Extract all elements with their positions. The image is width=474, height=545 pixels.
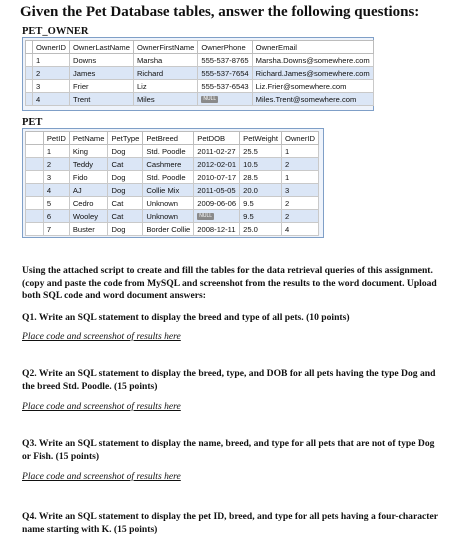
table-cell[interactable]: Fido bbox=[69, 171, 108, 184]
table-cell[interactable]: 2011-05-05 bbox=[194, 184, 240, 197]
table-cell[interactable]: 5 bbox=[43, 197, 69, 210]
table-row[interactable] bbox=[26, 223, 319, 236]
table-cell[interactable]: Teddy bbox=[69, 158, 108, 171]
table-cell[interactable]: 4 bbox=[282, 223, 319, 236]
table-cell[interactable]: King bbox=[69, 145, 108, 158]
table-cell[interactable]: 2010-07-17 bbox=[194, 171, 240, 184]
table-cell[interactable]: Miles.Trent@somewhere.com bbox=[252, 93, 373, 106]
table-row[interactable] bbox=[26, 54, 374, 67]
answer-placeholder-1[interactable]: Place code and screenshot of results here bbox=[22, 331, 181, 342]
table-cell[interactable] bbox=[198, 93, 252, 106]
table-cell[interactable]: 6 bbox=[43, 210, 69, 223]
table-cell[interactable]: Liz bbox=[133, 80, 197, 93]
question-2: Q2. Write an SQL statement to display the breed, type, and DOB for all pets having the type Dog and the breed Std. Poodle. (15 points) bbox=[22, 368, 436, 392]
table-cell[interactable]: 2 bbox=[33, 67, 70, 80]
table-cell[interactable]: Border Collie bbox=[143, 223, 194, 236]
row-indicator[interactable] bbox=[26, 54, 33, 67]
table-cell[interactable]: 555-537-7654 bbox=[198, 67, 252, 80]
table-row[interactable] bbox=[26, 80, 374, 93]
table-cell[interactable]: 20.0 bbox=[240, 184, 282, 197]
table-cell[interactable]: 555-537-8765 bbox=[198, 54, 252, 67]
table-cell[interactable]: Unknown bbox=[143, 210, 194, 223]
row-indicator[interactable] bbox=[26, 184, 44, 197]
question-1: Q1. Write an SQL statement to display the breed and type of all pets. (10 points) bbox=[22, 312, 350, 323]
table-cell[interactable]: 1 bbox=[282, 171, 319, 184]
table-cell[interactable]: Liz.Frier@somewhere.com bbox=[252, 80, 373, 93]
table-cell[interactable]: Unknown bbox=[143, 197, 194, 210]
row-indicator-header bbox=[26, 132, 44, 145]
instructions-paragraph: Using the attached script to create and fill the tables for the data retrieval queries of this assignment. (copy and paste the code from MySQL and screenshot from the results to the word document. Upload both SQL code and word document answers: bbox=[22, 265, 437, 301]
column-header[interactable]: PetType bbox=[108, 132, 143, 145]
table-cell[interactable]: 9.5 bbox=[240, 210, 282, 223]
table-cell[interactable]: 1 bbox=[282, 145, 319, 158]
table-cell[interactable]: Dog bbox=[108, 223, 143, 236]
table-cell[interactable]: 10.5 bbox=[240, 158, 282, 171]
table-cell[interactable]: Cedro bbox=[69, 197, 108, 210]
table-cell[interactable]: Cat bbox=[108, 210, 143, 223]
row-indicator[interactable] bbox=[26, 67, 33, 80]
table-cell[interactable]: Dog bbox=[108, 171, 143, 184]
table-cell[interactable]: 25.5 bbox=[240, 145, 282, 158]
row-indicator-header bbox=[26, 41, 33, 54]
table-cell[interactable]: 2009-06-06 bbox=[194, 197, 240, 210]
table-cell[interactable]: 3 bbox=[43, 171, 69, 184]
table-cell[interactable]: Cat bbox=[108, 197, 143, 210]
table-cell[interactable]: 4 bbox=[43, 184, 69, 197]
table-cell[interactable]: 7 bbox=[43, 223, 69, 236]
row-indicator[interactable] bbox=[26, 158, 44, 171]
column-header[interactable]: PetWeight bbox=[240, 132, 282, 145]
question-3: Q3. Write an SQL statement to display the name, breed, and type for all pets that are not of type Dog or Fish. (15 points) bbox=[22, 438, 435, 462]
table-cell[interactable]: 2011-02-27 bbox=[194, 145, 240, 158]
row-indicator[interactable] bbox=[26, 145, 44, 158]
column-header[interactable]: OwnerID bbox=[282, 132, 319, 145]
column-header[interactable]: OwnerEmail bbox=[252, 41, 373, 54]
table-cell[interactable]: 1 bbox=[33, 54, 70, 67]
table-cell[interactable]: 2 bbox=[43, 158, 69, 171]
table-row[interactable] bbox=[26, 67, 374, 80]
table-cell[interactable]: Downs bbox=[69, 54, 133, 67]
null-badge: NULL bbox=[199, 213, 213, 219]
column-header[interactable]: OwnerFirstName bbox=[133, 41, 197, 54]
row-indicator[interactable] bbox=[26, 197, 44, 210]
table-cell[interactable]: 25.0 bbox=[240, 223, 282, 236]
column-header[interactable]: OwnerID bbox=[33, 41, 70, 54]
table-cell[interactable]: Miles bbox=[133, 93, 197, 106]
column-header[interactable]: OwnerLastName bbox=[69, 41, 133, 54]
column-header[interactable]: PetDOB bbox=[194, 132, 240, 145]
null-badge: NULL bbox=[203, 96, 217, 102]
column-header[interactable]: PetBreed bbox=[143, 132, 194, 145]
table-cell[interactable]: Dog bbox=[108, 145, 143, 158]
table-cell[interactable]: 2012-02-01 bbox=[194, 158, 240, 171]
page-title: Given the Pet Database tables, answer the following questions: bbox=[20, 4, 420, 20]
table-cell[interactable]: 2 bbox=[282, 158, 319, 171]
table-row[interactable] bbox=[26, 93, 374, 106]
table-row[interactable] bbox=[26, 158, 319, 171]
table-row[interactable] bbox=[26, 145, 319, 158]
pet-label: PET bbox=[22, 117, 43, 128]
table-cell[interactable]: Dog bbox=[108, 184, 143, 197]
table-cell[interactable]: AJ bbox=[69, 184, 108, 197]
question-4: Q4. Write an SQL statement to display the pet ID, breed, and type for all pets having a four-character name starting with K. (15 points) bbox=[22, 511, 438, 535]
table-cell[interactable]: Trent bbox=[69, 93, 133, 106]
table-cell[interactable]: 28.5 bbox=[240, 171, 282, 184]
table-cell[interactable]: James bbox=[69, 67, 133, 80]
row-indicator[interactable] bbox=[26, 80, 33, 93]
column-header[interactable]: OwnerPhone bbox=[198, 41, 252, 54]
table-cell[interactable]: 2008-12-11 bbox=[194, 223, 240, 236]
column-header[interactable]: PetName bbox=[69, 132, 108, 145]
table-row[interactable] bbox=[26, 171, 319, 184]
table-cell[interactable]: Richard.James@somewhere.com bbox=[252, 67, 373, 80]
answer-placeholder-2[interactable]: Place code and screenshot of results here bbox=[22, 401, 181, 412]
row-indicator[interactable] bbox=[26, 223, 44, 236]
table-cell[interactable]: 2 bbox=[282, 210, 319, 223]
pet-owner-table bbox=[25, 40, 374, 106]
table-cell[interactable]: 9.5 bbox=[240, 197, 282, 210]
pet-table bbox=[25, 131, 319, 236]
table-cell[interactable]: Buster bbox=[69, 223, 108, 236]
table-cell[interactable]: 555-537-6543 bbox=[198, 80, 252, 93]
table-cell[interactable]: 3 bbox=[282, 184, 319, 197]
row-indicator[interactable] bbox=[26, 210, 44, 223]
table-cell[interactable]: Collie Mix bbox=[143, 184, 194, 197]
table-cell[interactable]: Cat bbox=[108, 158, 143, 171]
table-cell[interactable]: Std. Poodle bbox=[143, 171, 194, 184]
table-cell[interactable]: Cashmere bbox=[143, 158, 194, 171]
table-row[interactable] bbox=[26, 184, 319, 197]
table-cell[interactable]: Frier bbox=[69, 80, 133, 93]
answer-placeholder-3[interactable]: Place code and screenshot of results here bbox=[22, 471, 181, 482]
table-cell[interactable]: 1 bbox=[43, 145, 69, 158]
pet-owner-label: PET_OWNER bbox=[22, 26, 89, 37]
table-cell[interactable]: 3 bbox=[33, 80, 70, 93]
table-cell[interactable]: Richard bbox=[133, 67, 197, 80]
row-indicator[interactable] bbox=[26, 93, 33, 106]
table-row[interactable] bbox=[26, 210, 319, 223]
table-cell[interactable]: 2 bbox=[282, 197, 319, 210]
table-row[interactable] bbox=[26, 197, 319, 210]
table-cell[interactable]: Marsha.Downs@somewhere.com bbox=[252, 54, 373, 67]
table-cell[interactable] bbox=[194, 210, 240, 223]
table-cell[interactable]: Wooley bbox=[69, 210, 108, 223]
row-indicator[interactable] bbox=[26, 171, 44, 184]
table-cell[interactable]: Marsha bbox=[133, 54, 197, 67]
table-cell[interactable]: Std. Poodle bbox=[143, 145, 194, 158]
column-header[interactable]: PetID bbox=[43, 132, 69, 145]
table-cell[interactable]: 4 bbox=[33, 93, 70, 106]
